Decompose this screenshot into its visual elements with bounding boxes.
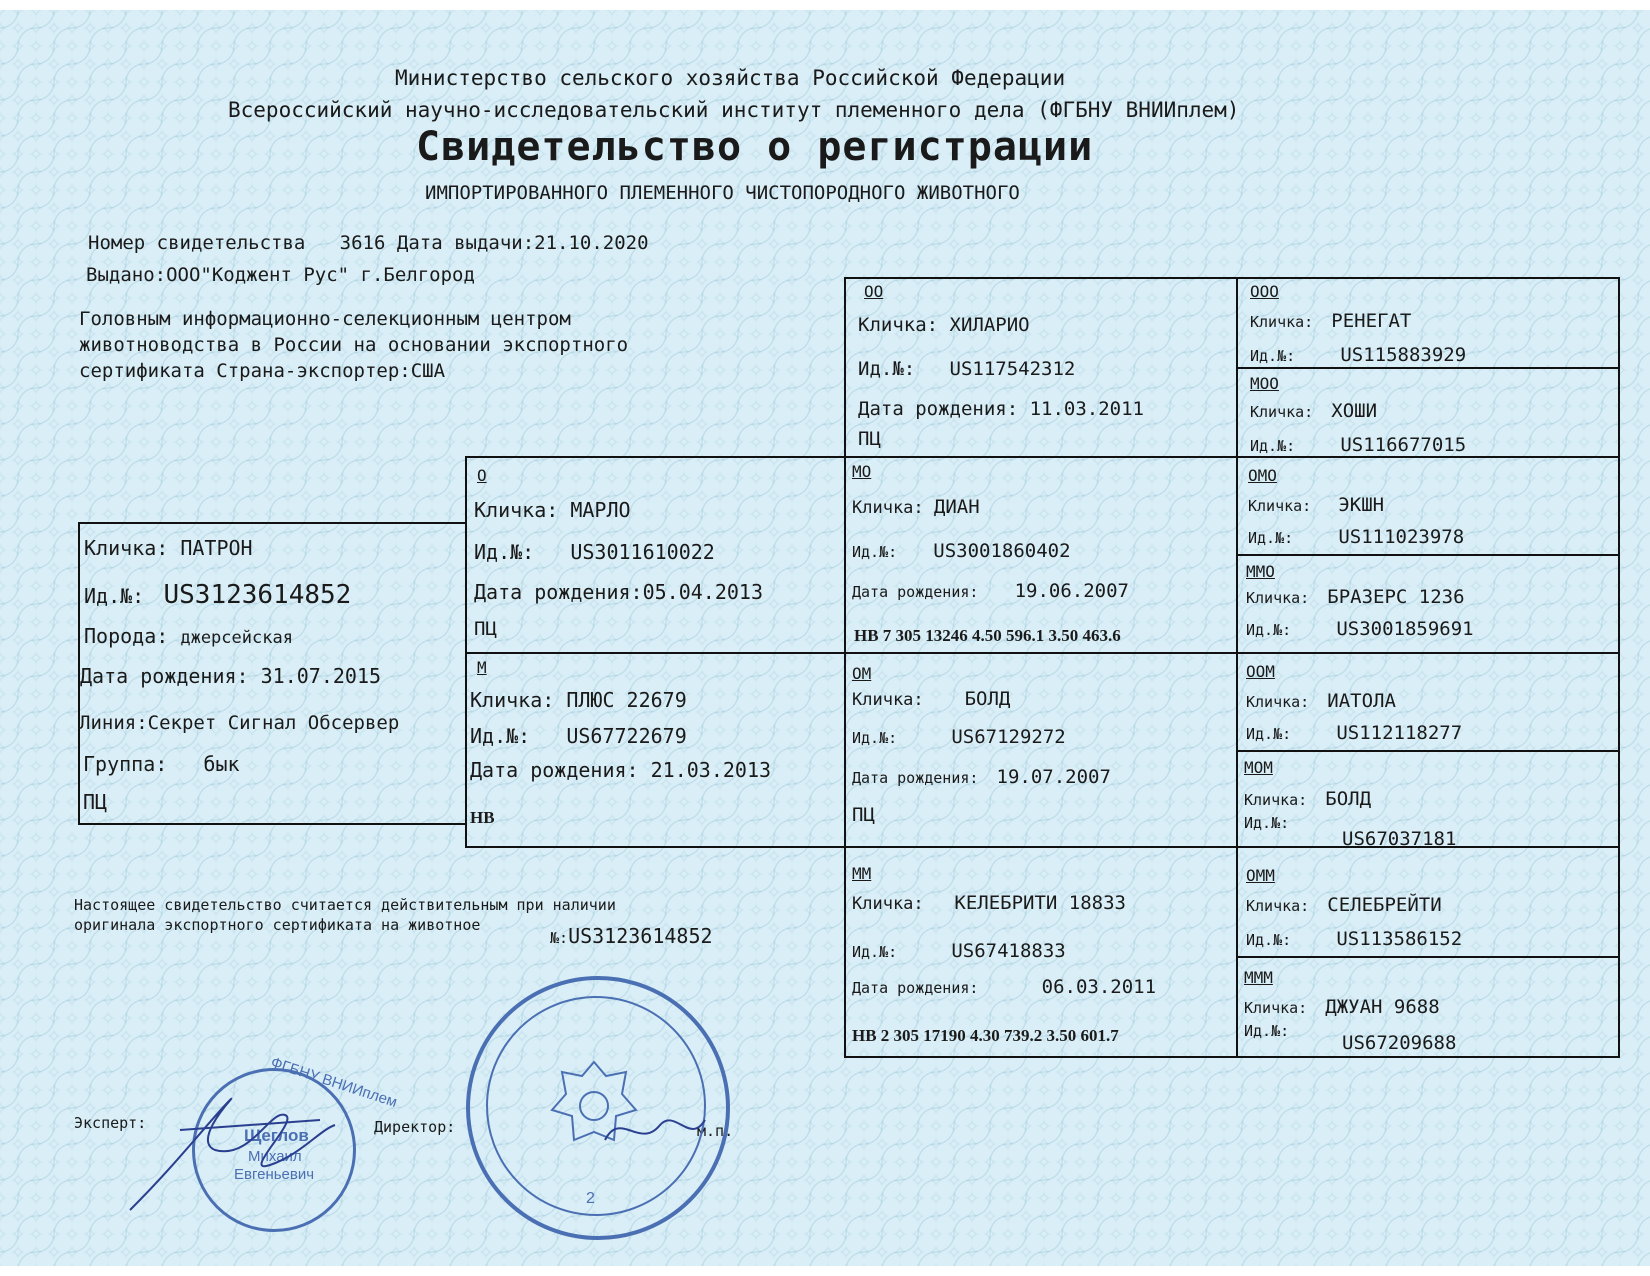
institute-line: Всероссийский научно-исследовательский институт племенного дела (ФГБНУ ВНИИплем) (228, 98, 1240, 122)
validity-line-2: оригинала экспортного сертификата на животное (74, 916, 481, 934)
dam-name: ПЛЮС 22679 (566, 688, 687, 712)
dam-code: М (477, 658, 487, 677)
document-subtitle: ИМПОРТИРОВАННОГО ПЛЕМЕННОГО ЧИСТОПОРОДНОГО ЖИВОТНОГО (425, 182, 1020, 204)
mo-name: ДИАН (933, 496, 980, 518)
mm-note: НВ 2 305 17190 4.30 739.2 3.50 601.7 (852, 1026, 1119, 1045)
grid-line (465, 846, 846, 848)
issued-label: Выдано: (86, 264, 167, 286)
animal-id: US3123614852 (163, 580, 352, 610)
export-country: США (410, 360, 446, 382)
mp-label: м.п. (697, 1122, 734, 1140)
mo-dob: 19.06.2007 (1014, 580, 1129, 602)
grid-line (844, 456, 1620, 458)
oo-name: ХИЛАРИО (949, 314, 1030, 336)
document-title: Свидетельство о регистрации (416, 124, 1094, 170)
expert-label: Эксперт: (74, 1114, 147, 1132)
animal-dob: 31.07.2015 (260, 664, 382, 688)
grid-line (1236, 750, 1620, 752)
export-id-row: №:US3123614852 (550, 924, 713, 948)
oo-dob: 11.03.2011 (1029, 398, 1144, 420)
validity-line-1: Настоящее свидетельство считается действительным при наличии (74, 896, 616, 914)
sire-code: О (477, 466, 487, 485)
animal-group: бык (203, 752, 240, 776)
grid-line (1236, 554, 1620, 556)
expert-name-1: Щеглов (244, 1126, 309, 1145)
om-note: ПЦ (852, 804, 875, 826)
om-name: БОЛД (964, 688, 1011, 710)
mm-id: US67418833 (951, 940, 1066, 962)
grid-line (1236, 956, 1620, 958)
grid-line (1236, 277, 1238, 1058)
grid-line (465, 456, 846, 458)
animal-line: Секрет Сигнал Обсервер (147, 712, 400, 734)
sire-name: МАРЛО (570, 498, 631, 522)
director-signature (600, 1100, 710, 1160)
animal-note: ПЦ (83, 790, 108, 814)
mm-dob: 06.03.2011 (1041, 976, 1157, 998)
certificate-sheet: Министерство сельского хозяйства Российской Федерации Всероссийский научно-исследовательский институт племенного дела (ФГБНУ ВНИИплем) Свидетельство о регистрации ИМПОРТИРОВАННОГО ПЛЕМЕННОГО ЧИСТОПОРОДНОГО ЖИВОТНОГО Номер свидетельства 3616 Дата выдачи:21.10.2020 Выдано:ООО"Коджент Рус" г.Белгород Головным информационно-селекционным центром животноводства в России на основании экспортного сертификата Страна-экспортер:США Кличка: ПАТРОН Ид.№: US3123614852 Порода: джерсейская Дата рождения: 31.07.2015 Линия:Секрет Сигнал Обсервер Группа: бык ПЦ О Кличка: МАРЛО Ид.№: US3011610022 Дата рождения:05.04.2013 ПЦ М Кличка: ПЛЮС 22679 Ид.№: US67722679 Дата рождения: 21.03.2013 НВ ОО Кличка: ХИЛАРИО Ид.№: US117542312 Дата рождения: 11.03.2011 ПЦ МО Кличка: ДИАН Ид.№: US3001860402 Дата рождения: 19.06.2007 НВ 7 305 13246 4.50 596.1 3.50 463.6 ОМ Кличка: БОЛД Ид.№: US67129272 Дата рождения: 19.07.2007 ПЦ ММ Кличка: КЕЛЕБРИТИ 18833 Ид.№: US67418833 Дата рождения: 06.03.2011 НВ 2 305 17190 4.30 739.2 3.50 601.7 ООО Кличка: РЕНЕГАТ Ид.№: US115883929 МОО Кличка: ХОШИ Ид.№: US116677015 ОМО Кличка: ЭКШН Ид.№: US111023978 ММО Кличка: БРАЗЕРС 1236 Ид.№: US3001859691 ООМ Кличка: ИАТОЛА Ид.№: US112118277 МОМ Кличка: БОЛД Ид.№: US67037181 ОММ Кличка: СЕЛЕБРЕЙТИ Ид.№: US113586152 МММ Кличка: ДЖУАН 9688 Ид.№: US67209688 Настоящее свидетельство считается действительным при наличии оригинала экспортного сертификата на животное №:US3123614852 Эксперт: Директор: м.п. ФГБНУ ВНИИплем Щеглов Михаил Евгеньевич 2 (0, 10, 1650, 1266)
expert-stamp-text: ФГБНУ ВНИИплем (268, 1054, 400, 1111)
grid-line (844, 277, 1620, 279)
om-dob: 19.07.2007 (996, 766, 1111, 788)
animal-breed: джерсейская (180, 628, 293, 648)
ministry-line: Министерство сельского хозяйства Российской Федерации (395, 66, 1066, 90)
grid-line (844, 846, 1620, 848)
grid-line (465, 652, 846, 654)
cert-number-row (88, 232, 649, 254)
mo-id: US3001860402 (933, 540, 1071, 562)
cert-number-label: Номер свидетельства (88, 232, 306, 254)
sire-id: US3011610022 (570, 540, 715, 564)
grid-line (844, 277, 846, 1058)
export-id: US3123614852 (568, 924, 713, 948)
expert-name-3: Евгеньевич (234, 1166, 315, 1183)
expert-name-2: Михаил (248, 1148, 302, 1165)
dam-dob: 21.03.2013 (650, 758, 772, 782)
animal-name: ПАТРОН (180, 536, 253, 560)
grid-line (78, 522, 467, 524)
dam-note: НВ (470, 808, 495, 827)
grid-line (78, 823, 467, 825)
cert-date-label: Дата выдачи: (396, 232, 535, 254)
dam-id: US67722679 (566, 724, 687, 748)
grid-line (844, 652, 1620, 654)
issued-to: ООО"Коджент Рус" г.Белгород (166, 264, 475, 286)
cert-number: 3616 (339, 232, 386, 254)
sire-dob: 05.04.2013 (642, 580, 763, 604)
oo-note: ПЦ (858, 428, 881, 450)
director-label: Директор: (374, 1118, 456, 1136)
mo-note: НВ 7 305 13246 4.50 596.1 3.50 463.6 (854, 626, 1121, 645)
oo-id: US117542312 (949, 358, 1076, 380)
om-id: US67129272 (951, 726, 1066, 748)
expert-signature (120, 1080, 350, 1220)
seal-number: 2 (586, 1190, 595, 1207)
grid-line (1236, 367, 1620, 369)
basis-line-2: животноводства в России на основании экспортного (79, 334, 629, 356)
grid-line (1618, 277, 1620, 1058)
sire-note: ПЦ (474, 618, 497, 640)
mm-name: КЕЛЕБРИТИ 18833 (954, 892, 1126, 914)
issued-row (86, 264, 475, 286)
grid-line (844, 1056, 1620, 1058)
basis-line-1: Головным информационно-селекционным центром (79, 308, 571, 330)
basis-line-3: сертификата Страна-экспортер:США (79, 360, 446, 382)
cert-date: 21.10.2020 (534, 232, 649, 254)
